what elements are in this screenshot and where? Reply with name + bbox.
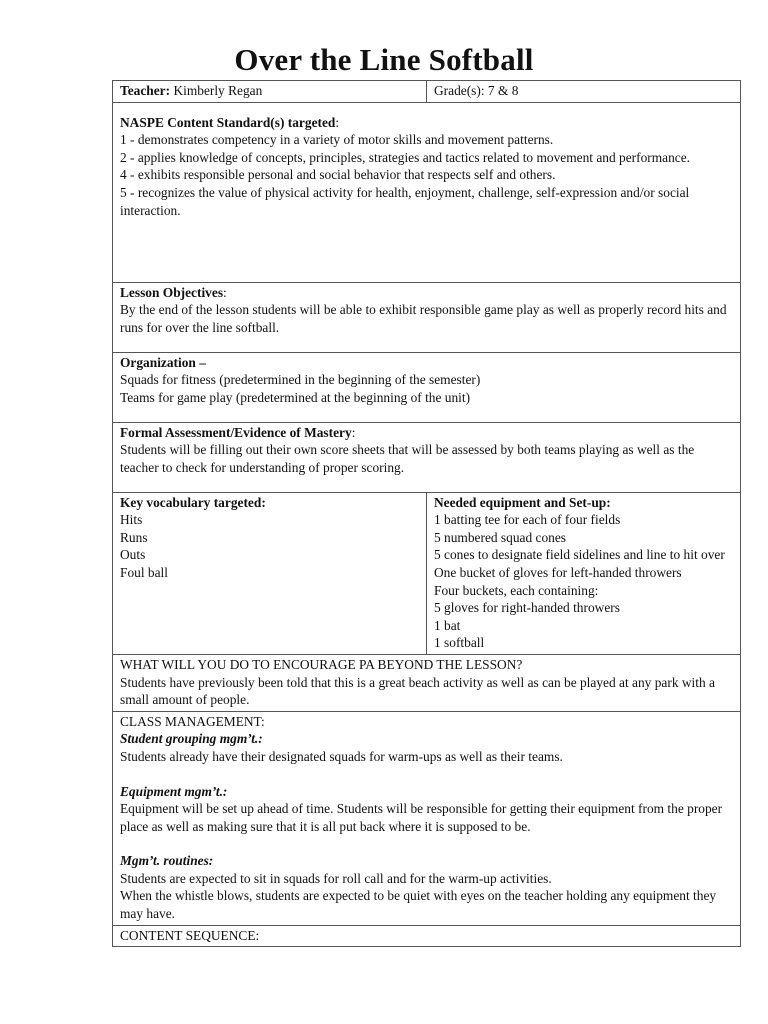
- teacher-cell: [113, 81, 427, 103]
- grouping-label: Student grouping mgm’t.:: [120, 731, 263, 747]
- vocabulary-item: Hits: [120, 512, 143, 528]
- objectives-row: [113, 282, 741, 352]
- vocab-equipment-row: [113, 492, 741, 654]
- equipment-item: 5 gloves for right-handed throwers: [434, 600, 620, 616]
- pa-beyond-text: Students have previously been told that this is a great beach activity as well as can be played at any park with a small amount of people.: [120, 674, 715, 708]
- vocabulary-heading: Key vocabulary targeted:: [120, 494, 266, 510]
- standards-cell: NASPE Content Standard(s) targeted: 1 - demonstrates competency in a variety of motor skills and movement patterns. 2 - applies knowledge of concepts, principles, strategies and tactics related to movement and performance. 4 - exhibits responsible personal and social behavior that respects self and others. 5 - recognizes the value of physical activity for health, enjoyment, challenge, self-expression and/or social interaction.: [113, 102, 741, 282]
- class-management-cell: [113, 711, 741, 925]
- equipment-mgmt-label: Equipment mgm’t.:: [120, 783, 228, 799]
- grouping-text: Students already have their designated squads for warm-ups as well as their teams.: [120, 748, 563, 764]
- routines-label: Mgm’t. routines:: [120, 853, 214, 869]
- objectives-cell: Lesson Objectives: By the end of the lesson students will be able to exhibit responsible game play as well as properly record hits and runs for over the line softball.: [113, 282, 741, 352]
- equipment-item: 1 softball: [434, 635, 485, 651]
- equipment-item: Four buckets, each containing:: [434, 582, 599, 598]
- organization-item: Squads for fitness (predetermined in the beginning of the semester): [120, 372, 481, 388]
- class-management-heading: CLASS MANAGEMENT:: [120, 713, 265, 729]
- organization-cell: [113, 352, 741, 422]
- grades-cell: [427, 81, 741, 103]
- standard-item: 1 - demonstrates competency in a variety of motor skills and movement patterns.: [120, 132, 554, 148]
- equipment-item: 5 numbered squad cones: [434, 529, 567, 545]
- standard-item: 4 - exhibits responsible personal and social behavior that respects self and others.: [120, 167, 556, 183]
- lesson-plan-table: [112, 80, 741, 947]
- standard-item: 2 - applies knowledge of concepts, principles, strategies and tactics related to movement and performance.: [120, 149, 691, 165]
- objectives-text: By the end of the lesson students will be able to exhibit responsible game play as well as properly record hits and runs for over the line softball.: [120, 302, 727, 335]
- standards-row: [113, 102, 741, 282]
- routines-item: Students are expected to sit in squads for roll call and for the warm-up activities.: [120, 870, 552, 886]
- vocabulary-item: Runs: [120, 529, 148, 545]
- vocabulary-item: Foul ball: [120, 564, 168, 580]
- assessment-heading: Formal Assessment/Evidence of Mastery: [120, 424, 352, 440]
- content-sequence-heading: CONTENT SEQUENCE:: [120, 927, 260, 943]
- grades-value: Grade(s): 7 & 8: [434, 83, 519, 98]
- equipment-item: 5 cones to designate field sidelines and line to hit over: [434, 547, 725, 563]
- assessment-cell: Formal Assessment/Evidence of Mastery: Students will be filling out their own score sheets that will be assessed by both teams playing as well as the teacher to check for understanding of proper scoring.: [113, 422, 741, 492]
- vocabulary-item: Outs: [120, 547, 146, 563]
- pa-beyond-cell: [113, 654, 741, 711]
- equipment-item: 1 bat: [434, 617, 461, 633]
- objectives-heading: Lesson Objectives: [120, 284, 224, 300]
- equipment-cell: [427, 492, 741, 654]
- equipment-heading: Needed equipment and Set-up:: [434, 494, 611, 510]
- standards-heading: NASPE Content Standard(s) targeted: [120, 114, 336, 130]
- organization-heading: Organization –: [120, 354, 206, 370]
- class-management-row: [113, 711, 741, 925]
- teacher-label: Teacher:: [120, 83, 171, 98]
- pa-beyond-heading: WHAT WILL YOU DO TO ENCOURAGE PA BEYOND THE LESSON?: [120, 656, 523, 672]
- content-sequence-row: [113, 925, 741, 947]
- teacher-row: [113, 81, 741, 103]
- routines-item: When the whistle blows, students are expected to be quiet with eyes on the teacher holding any equipment they may have.: [120, 888, 717, 922]
- assessment-row: [113, 422, 741, 492]
- equipment-item: 1 batting tee for each of four fields: [434, 512, 621, 528]
- standard-item: 5 - recognizes the value of physical activity for health, enjoyment, challenge, self-expression and/or social interaction.: [120, 184, 690, 218]
- content-sequence-cell: [113, 925, 741, 947]
- equipment-mgmt-text: Equipment will be set up ahead of time. Students will be responsible for getting their equipment from the proper place as well as making sure that it is all put back where it is supposed to be.: [120, 801, 723, 834]
- pa-beyond-row: [113, 654, 741, 711]
- equipment-item: One bucket of gloves for left-handed throwers: [434, 564, 682, 580]
- organization-item: Teams for game play (predetermined at the beginning of the unit): [120, 389, 471, 405]
- teacher-name: Kimberly Regan: [173, 83, 263, 98]
- organization-row: [113, 352, 741, 422]
- vocabulary-cell: [113, 492, 427, 654]
- page-title: Over the Line Softball: [234, 42, 534, 77]
- assessment-text: Students will be filling out their own score sheets that will be assessed by both teams playing as well as the teacher to check for understanding of proper scoring.: [120, 442, 695, 475]
